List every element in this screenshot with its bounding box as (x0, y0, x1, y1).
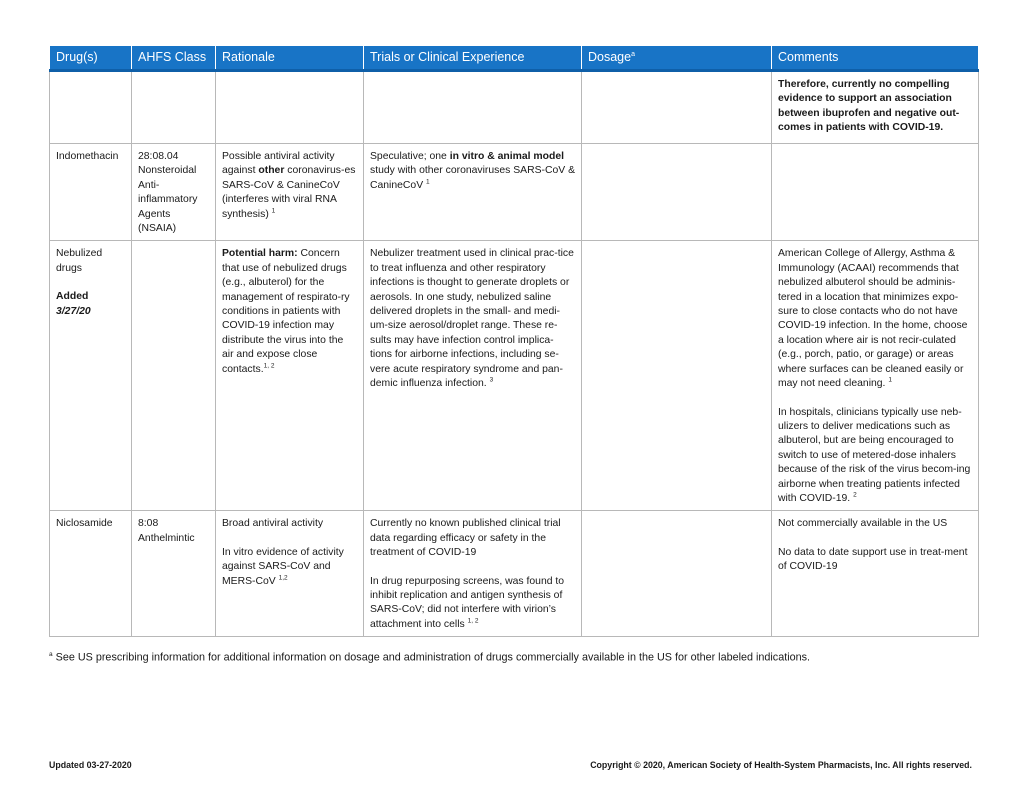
rationale-text-bold: Potential harm: (222, 248, 298, 260)
cell-rationale (216, 71, 364, 144)
table-row (50, 71, 979, 144)
reference-marker: 1 (888, 376, 892, 384)
cell-comments (772, 511, 979, 637)
cell-rationale (216, 241, 364, 511)
cell-comments (772, 144, 979, 241)
trials-text: Currently no known published clinical trial data regarding efficacy or safety in the treatment of COVID-19 (370, 518, 561, 559)
ibuprofen-conclusion: Therefore, currently no compelling evidence to support an association between ibuprofen and negative out-comes in patients with COVID-19. (778, 79, 960, 134)
header-trials: Trials or Clinical Experience (364, 46, 582, 71)
table-row (50, 511, 979, 637)
comments-text: In hospitals, clinicians typically use neb-ulizers to deliver medications such as albuterol, but are being encouraged to switch to use of metered-dose inhalers because of the risk of the virus becom-ing airborne when treating patients infected with COVID-19. (778, 406, 971, 504)
cell-trials (364, 71, 582, 144)
reference-marker: 1 (271, 207, 276, 215)
cell-drug (50, 144, 132, 241)
cell-rationale (216, 511, 364, 637)
trials-paragraph (370, 575, 575, 633)
rationale-text-bold: other (258, 165, 285, 177)
cell-trials (364, 144, 582, 241)
rationale-text-post: Concern that use of nebulized drugs (e.g., albuterol) for the management of respirato-ry conditions in patients with COVID-19 infection may distribute the virus into the air and expose close contacts. (222, 248, 350, 375)
footnote-mark: a (49, 651, 53, 658)
cell-dosage (582, 71, 772, 144)
comments-paragraph (778, 406, 972, 507)
header-rationale: Rationale (216, 46, 364, 71)
comments-text: Not commercially available in the US (778, 518, 948, 530)
drug-name: Niclosamide (56, 518, 113, 530)
cell-comments (772, 71, 979, 144)
trials-text-bold: in vitro & animal model (449, 151, 565, 162)
drug-name: Nebulized drugs (56, 248, 103, 274)
drug-name: Indomethacin (56, 151, 119, 162)
rationale-paragraph (222, 546, 357, 589)
copyright-notice: Copyright © 2020, American Society of Health-System Pharmacists, Inc. All rights reserved. (590, 760, 972, 770)
reference-marker: 1, 2 (263, 362, 275, 370)
added-label: Added (56, 291, 89, 303)
cell-comments (772, 241, 979, 511)
dosage-footnote (49, 651, 810, 664)
cell-drug (50, 511, 132, 637)
drug-table (49, 46, 979, 637)
cell-ahfs (132, 71, 216, 144)
reference-marker: 3 (489, 376, 494, 384)
trials-text-post: study with other coronaviruses SARS-CoV & CanineCoV (370, 165, 576, 191)
added-date: 3/27/20 (56, 305, 91, 317)
cell-rationale (216, 144, 364, 241)
cell-drug (50, 241, 132, 511)
header-dosage-label: Dosage (588, 50, 632, 64)
trials-text: Nebulizer treatment used in clinical prac-tice to treat influenza and other respiratory infections is thought to generate droplets or aerosols. In one study, nebulized saline delivered droplets in the small- and medi-um-size aerosol/droplet range. These re-sults may have infection control implica-tions for airborne infections, including se-vere acute respiratory syndrome and pan-demic influenza infection. (370, 248, 574, 390)
header-dosage (582, 46, 772, 71)
header-ahfs-class: AHFS Class (132, 46, 216, 71)
footnote-text: See US prescribing information for additional information on dosage and administration of drugs commercially available in the US for other labeled indications. (55, 651, 811, 664)
table-header-row (50, 46, 979, 71)
rationale-text-pre: Possible antiviral activity against (222, 151, 335, 177)
reference-marker: 1,2 (278, 574, 288, 582)
rationale-text-post: coronavirus-es SARS-CoV & CanineCoV (interferes with viral RNA synthesis) (222, 165, 356, 220)
reference-marker: 1, 2 (467, 617, 479, 625)
header-comments: Comments (772, 46, 979, 71)
header-drugs: Drug(s) (50, 46, 132, 71)
reference-marker: 1 (426, 178, 430, 186)
comments-paragraph (778, 247, 972, 391)
cell-drug (50, 71, 132, 144)
cell-ahfs (132, 241, 216, 511)
cell-dosage (582, 511, 772, 637)
cell-trials (364, 241, 582, 511)
cell-ahfs (132, 511, 216, 637)
rationale-text: In vitro evidence of activity against SARS-CoV and MERS-CoV (222, 546, 344, 587)
trials-text: In drug repurposing screens, was found to inhibit replication and antigen synthesis of SARS-CoV; did not interfere with virion’s attachment into cells (370, 575, 565, 630)
reference-marker: 2 (853, 491, 857, 499)
rationale-text: Broad antiviral activity (222, 518, 324, 530)
table-row (50, 241, 979, 511)
updated-date: Updated 03-27-2020 (49, 760, 132, 770)
comments-text: No data to date support use in treat-ment of COVID-19 (778, 546, 968, 573)
cell-dosage (582, 144, 772, 241)
cell-trials (364, 511, 582, 637)
table-row (50, 144, 979, 241)
ahfs-class: 8:08 Anthelmintic (138, 518, 195, 544)
comments-text: American College of Allergy, Asthma & Immunology (ACAAI) recommends that nebulized albuterol should be adminis-tered in a location that minimizes expo-sure to close contacts who do not have COVID-19 infection. In the home, choose a location where air is not recir-culated (e.g., porch, patio, or garage) or areas where surfaces can be cleaned easily or may not need cleaning. (778, 248, 968, 390)
ahfs-class: 28:08.04 Nonsteroidal Anti-inflammatory Agents (NSAIA) (138, 151, 198, 235)
cell-dosage (582, 241, 772, 511)
trials-text-pre: Speculative; one (370, 151, 450, 162)
cell-ahfs (132, 144, 216, 241)
dosage-footnote-mark: a (631, 50, 635, 58)
